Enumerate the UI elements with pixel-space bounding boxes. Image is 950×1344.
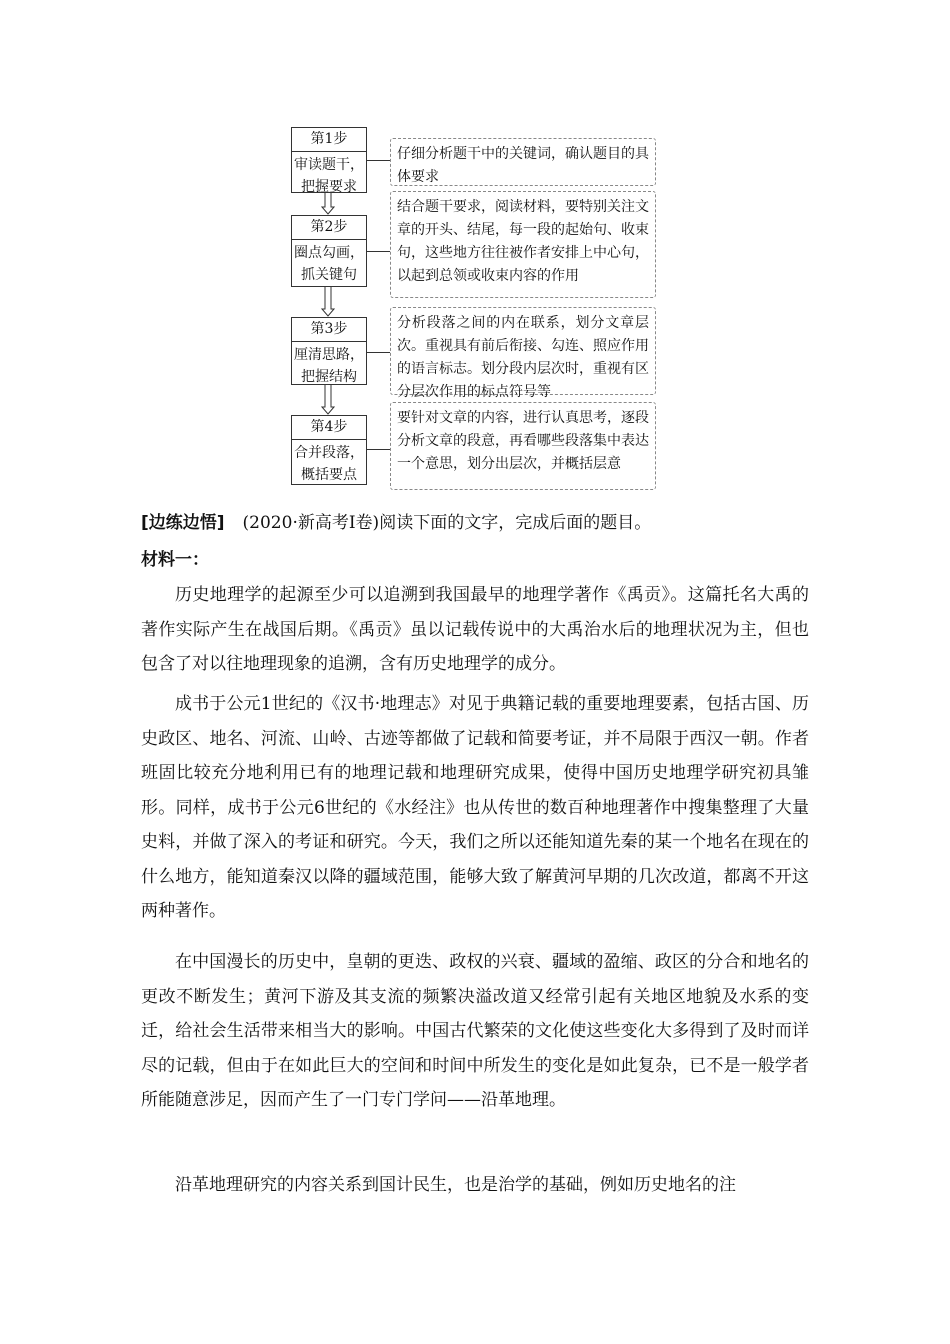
step-box-2 bbox=[291, 215, 367, 287]
connector-line bbox=[367, 352, 390, 353]
step-title: 第1步 bbox=[292, 128, 366, 152]
paragraph-3: 在中国漫长的历史中，皇朝的更迭、政权的兴衰、疆域的盈缩、政区的分合和地名的更改不断发生；黄河下游及其支流的频繁决溢改道又经常引起有关地区地貌及水系的变迁，给社会生活带来相当大的影响。中国古代繁荣的文化使这些变化大多得到了及时而详尽的记载，但由于在如此巨大的空间和时间中所发生的变化是如此复杂，已不是一般学者所能随意涉足，因而产生了一门专门学问——沿革地理。 bbox=[141, 952, 809, 1110]
step-description-4: 要针对文章的内容，进行认真思考，逐段分析文章的段意，再看哪些段落集中表达一个意思，划分出层次，并概括层意 bbox=[390, 402, 656, 490]
down-arrow-icon bbox=[321, 193, 335, 215]
connector-line bbox=[367, 449, 390, 450]
connector-line bbox=[367, 251, 390, 252]
material-label: 材料一： bbox=[141, 550, 209, 570]
step-line: 把握结构 bbox=[301, 369, 357, 385]
step-box-4 bbox=[291, 415, 367, 485]
step-line: 抓关键句 bbox=[301, 267, 357, 283]
step-body bbox=[292, 440, 366, 488]
step-title: 第4步 bbox=[292, 416, 366, 440]
paragraph-1: 历史地理学的起源至少可以追溯到我国最早的地理学著作《禹贡》。这篇托名大禹的著作实际产生在战国后期。《禹贡》虽以记载传说中的大禹治水后的地理状况为主，但也包含了对以往地理现象的追溯，含有历史地理学的成分。 bbox=[141, 585, 809, 674]
step-box-1 bbox=[291, 127, 367, 193]
step-line: 圈点勾画， bbox=[294, 245, 364, 261]
step-body bbox=[292, 240, 366, 288]
method-flowchart bbox=[0, 0, 950, 500]
practice-label: [边练边悟] bbox=[141, 513, 225, 533]
step-description-1: 仔细分析题干中的关键词，确认题目的具体要求 bbox=[390, 138, 656, 186]
step-box-3 bbox=[291, 317, 367, 385]
down-arrow-icon bbox=[321, 287, 335, 317]
step-line: 概括要点 bbox=[301, 467, 357, 483]
down-arrow-icon bbox=[321, 385, 335, 415]
step-description-2: 结合题干要求，阅读材料，要特别关注文章的开头、结尾，每一段的起始句、收束句，这些地方往往被作者安排上中心句，以起到总领或收束内容的作用 bbox=[390, 191, 656, 298]
step-line: 厘清思路， bbox=[294, 347, 364, 363]
paragraph-2: 成书于公元1世纪的《汉书·地理志》对见于典籍记载的重要地理要素，包括古国、历史政区、地名、河流、山岭、古迹等都做了记载和简要考证，并不局限于西汉一朝。作者班固比较充分地利用已有的地理记载和地理研究成果，使得中国历史地理学研究初具雏形。同样，成书于公元6世纪的《水经注》也从传世的数百种地理著作中搜集整理了大量史料，并做了深入的考证和研究。今天，我们之所以还能知道先秦的某一个地名在现在的什么地方，能知道秦汉以降的疆域范围，能够大致了解黄河早期的几次改道，都离不开这两种著作。 bbox=[141, 694, 809, 921]
practice-line bbox=[141, 508, 651, 533]
step-body bbox=[292, 342, 366, 390]
step-title: 第3步 bbox=[292, 318, 366, 342]
step-description-3: 分析段落之间的内在联系，划分文章层次。重视具有前后衔接、勾连、照应作用的语言标志。划分段内层次时，重视有区分层次作用的标点符号等 bbox=[390, 307, 656, 395]
practice-text: (2020·新高考Ⅰ卷)阅读下面的文字，完成后面的题目。 bbox=[242, 513, 652, 533]
paragraph-4: 沿革地理研究的内容关系到国计民生，也是治学的基础，例如历史地名的注 bbox=[175, 1175, 736, 1195]
step-title: 第2步 bbox=[292, 216, 366, 240]
step-line: 审读题干， bbox=[294, 157, 364, 173]
connector-line bbox=[367, 160, 390, 161]
step-line: 把握要求 bbox=[301, 179, 357, 195]
step-line: 合并段落， bbox=[294, 445, 364, 461]
